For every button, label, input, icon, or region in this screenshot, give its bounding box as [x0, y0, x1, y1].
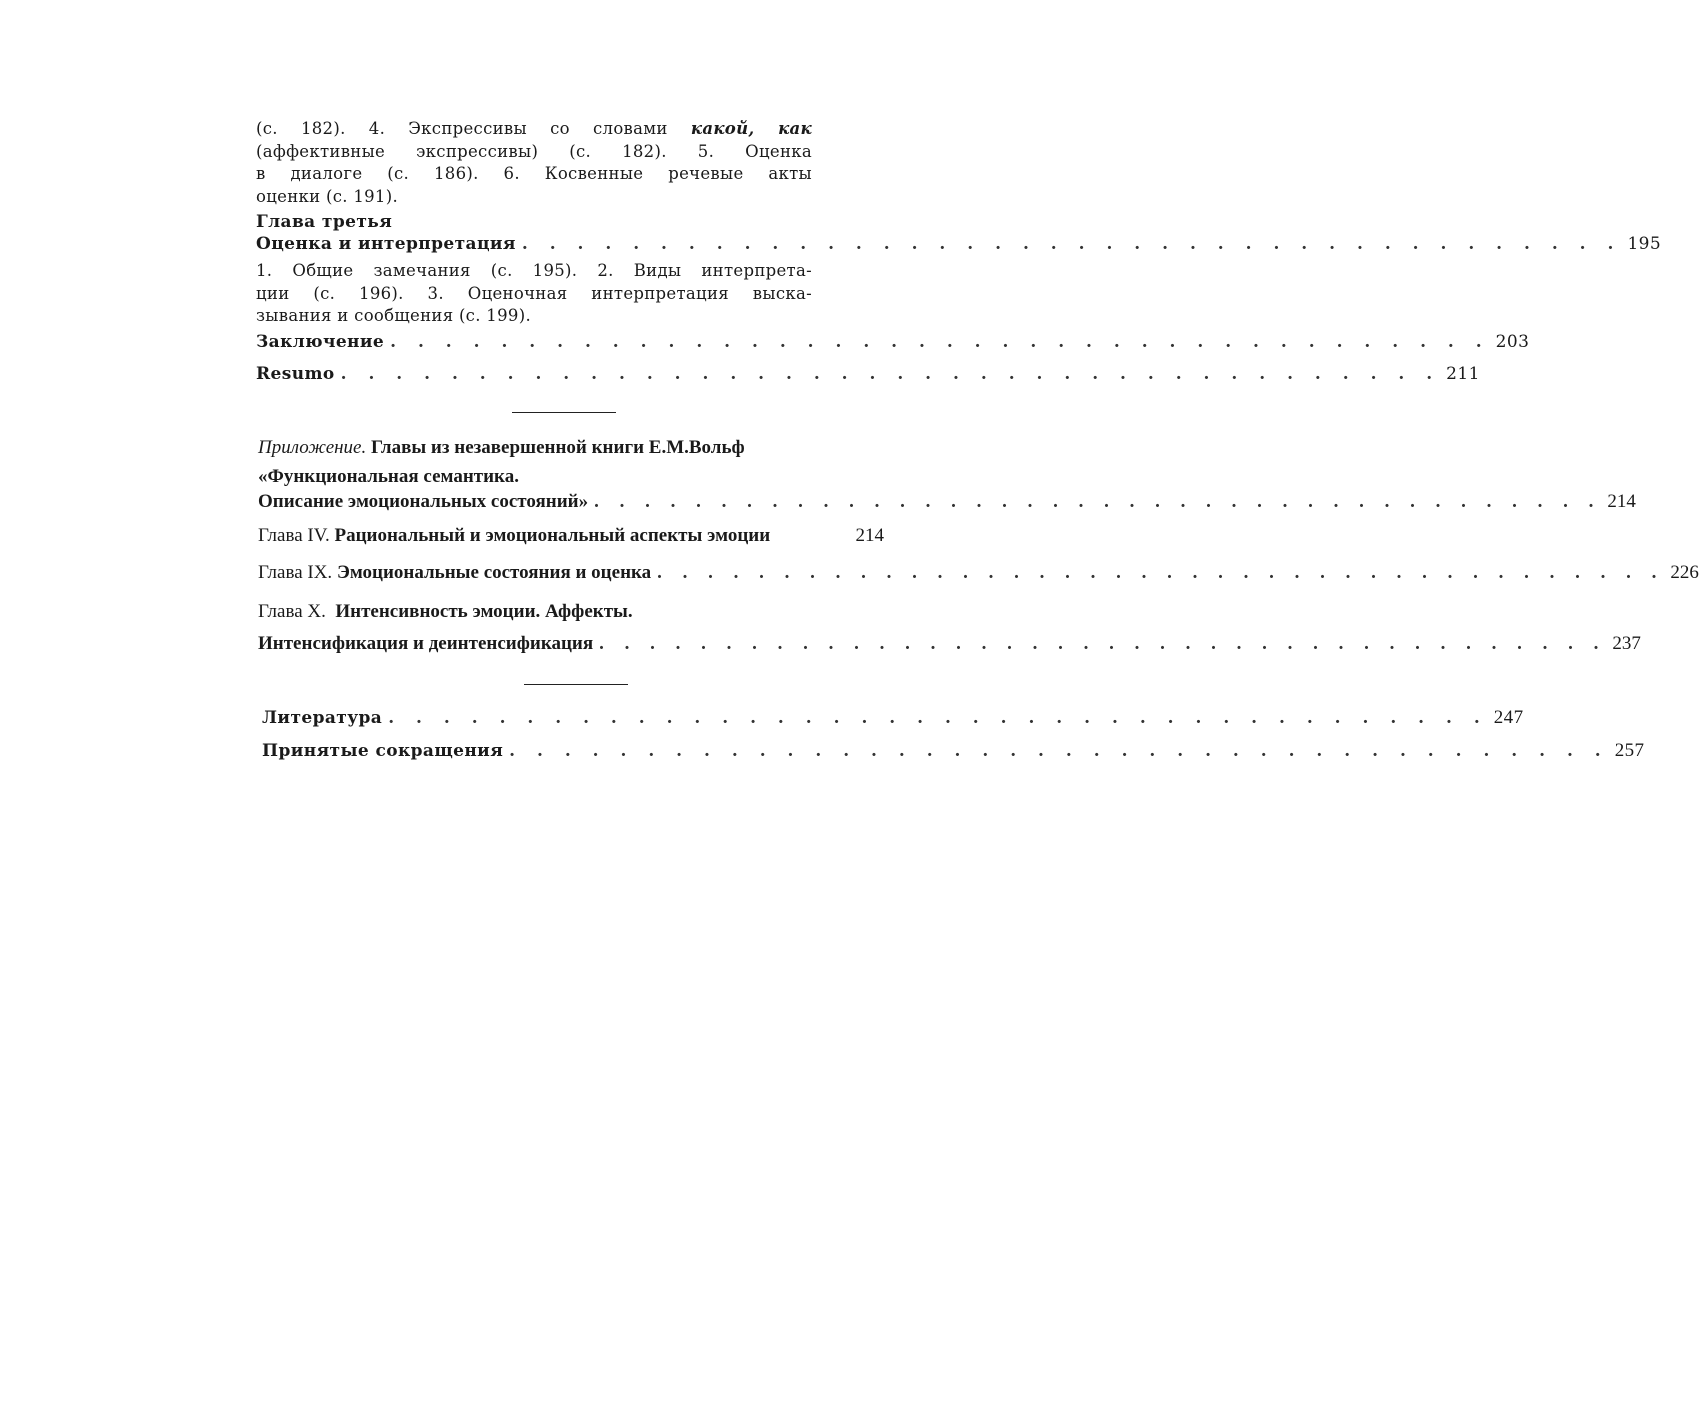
chapter-prefix: Глава X.	[258, 601, 326, 622]
page-number: 247	[1493, 707, 1524, 728]
paragraph-line: (с. 182). 4. Экспрессивы со словами какой, как	[256, 119, 812, 138]
toc-entry-abbreviations[interactable]	[262, 740, 1645, 762]
toc-entry-chapter-iv[interactable]	[258, 525, 884, 547]
dot-leader: . . . . . . . . . . . . . . . . . . . . . . . . . . . . . . . . . . . . . . . .	[340, 364, 1441, 384]
page-number: 237	[1612, 633, 1641, 654]
appendix-prefix: Приложение.	[258, 437, 367, 458]
entry-title: Интенсивность эмоции. Аффекты.	[335, 601, 633, 622]
page-number: 257	[1614, 740, 1645, 761]
entry-title: Resumo	[256, 364, 335, 384]
page-number: 226	[1670, 562, 1699, 583]
paragraph-line: 1. Общие замечания (с. 195). 2. Виды интерпрета-	[256, 261, 812, 280]
entry-title: Литература	[262, 708, 383, 728]
toc-entry-resumo[interactable]	[256, 364, 1480, 384]
toc-entry-chapter3[interactable]	[256, 234, 1662, 254]
section-divider	[524, 684, 628, 685]
dot-leader: . . . . . . . . . . . . . . . . . . . . . . . . . . . . . . . . . . . . . . . .	[509, 741, 1609, 761]
paragraph-line: (аффективные экспрессивы) (с. 182). 5. Оценка	[256, 141, 812, 161]
toc-entry-literature[interactable]	[262, 707, 1524, 729]
page-number: 214	[1607, 491, 1636, 512]
appendix-heading-line1	[258, 437, 745, 459]
chapter-prefix: Глава IX.	[258, 562, 333, 583]
page-number: 214	[855, 525, 884, 546]
appendix-title-line1: Главы из незавершенной книги Е.М.Вольф	[370, 437, 745, 458]
dot-leader: . . . . . . . . . . . . . . . . . . . . . . . . . . . . . . . . . . . . . . . .	[388, 708, 1488, 728]
dot-leader: . . . . . . . . . . . . . . . . . . . . . . . . . . . . . . . . . . . . . . . .	[599, 633, 1607, 654]
appendix-title-line2: «Функциональная семантика.	[258, 466, 519, 487]
paragraph-line: в диалоге (с. 186). 6. Косвенные речевые акты	[256, 164, 812, 183]
page-number: 203	[1495, 332, 1530, 352]
entry-title: Интенсификация и деинтенсификация	[258, 633, 594, 654]
toc-entry-chapter-x[interactable]	[258, 633, 1641, 655]
entry-title: Заключение	[256, 332, 385, 352]
entry-title: Описание эмоциональных состояний»	[258, 491, 589, 512]
chapter3-heading: Глава третья	[256, 212, 393, 232]
toc-entry-appendix[interactable]	[258, 491, 1636, 513]
dot-leader: . . . . . . . . . . . . . . . . . . . . . . . . . . . . . . . . . . . . . . . .	[390, 332, 1490, 352]
paragraph-line: оценки (с. 191).	[256, 186, 399, 206]
dot-leader: . . . . . . . . . . . . . . . . . . . . . . . . . . . . . . . . . . . . . . . .	[521, 234, 1622, 254]
entry-title: Принятые сокращения	[262, 741, 504, 761]
paragraph-line: зывания и сообщения (с. 199).	[256, 306, 531, 325]
page-number: 211	[1446, 364, 1480, 384]
toc-entry-chapter-ix[interactable]	[258, 562, 1699, 584]
section-divider	[512, 412, 616, 413]
entry-title: Эмоциональные состояния и оценка	[336, 562, 652, 583]
entry-title: Оценка и интерпретация	[256, 234, 516, 254]
entry-title: Рациональный и эмоциональный аспекты эмоции	[334, 525, 771, 546]
italic-words: какой, как	[690, 119, 812, 138]
toc-entry-conclusion[interactable]	[256, 332, 1530, 352]
dot-leader: . . . . . . . . . . . . . . . . . . . . . . . . . . . . . . . . . . . . . . . .	[657, 562, 1665, 583]
page-number: 195	[1627, 234, 1662, 254]
chapter2-subsections	[256, 118, 812, 208]
dot-leader: . . . . . . . . . . . . . . . . . . . . . . . . . . . . . . . . . . . . . . . .	[594, 491, 1602, 512]
paragraph-line: ции (с. 196). 3. Оценочная интерпретация выска-	[256, 283, 812, 303]
chapter-x-heading	[258, 601, 884, 623]
chapter-prefix: Глава IV.	[258, 525, 330, 546]
chapter3-subsections	[256, 260, 812, 328]
